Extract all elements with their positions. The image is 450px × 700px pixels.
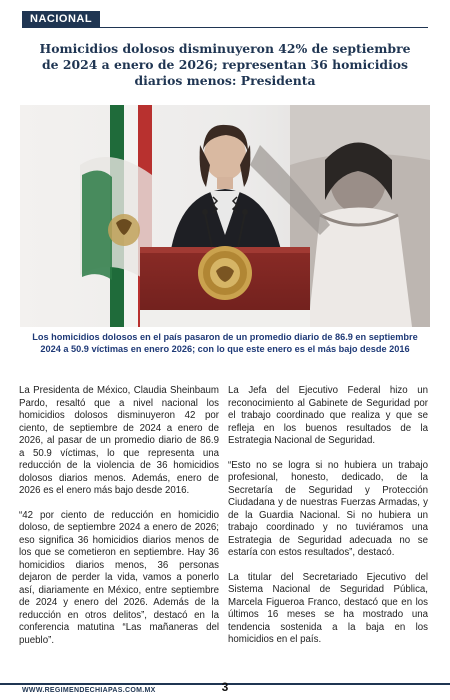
page-number: 3: [221, 680, 229, 694]
photo-caption: Los homicidios dolosos en el país pasaron de un promedio diario de 86.9 en septiembre 2024 a 50.9 víctimas en enero 2026; con lo que este enero es el más bajo desde 2016: [32, 332, 418, 354]
paragraph: “42 por ciento de reducción en homicidio doloso, de septiembre 2024 a enero de 2026; eso significa 36 homicidios diarios menos de los que se cometieron en septiembre. Hay 36 homicidios diarios menos, 36 personas dejaron de perder la vida, vamos a ponerlo así, diariamente en México, entre septiembre de 2024 y enero del 2026. Además de la reducción en otros delitos”, destacó en la conferencia matutina “Las mañaneras del pueblo”.: [19, 509, 219, 646]
paragraph: La titular del Secretariado Ejecutivo del Sistema Nacional de Seguridad Pública, Marcela Figueroa Franco, destacó que en los últimos 16 meses se ha mostrado una tendencia sostenida a la baja en los homicidios en el país.: [228, 571, 428, 645]
paragraph: La Jefa del Ejecutivo Federal hizo un reconocimiento al Gabinete de Seguridad por el trabajo coordinado que realiza y que se refleja en los buenos resultados de la Estrategia Nacional de Seguridad.: [228, 385, 428, 446]
section-rule: [22, 27, 428, 28]
headline: Homicidios dolosos disminuyeron 42% de septiembre de 2024 a enero de 2026; representan 36 homicidios diarios menos: Presidenta: [39, 41, 411, 88]
right-column: [228, 385, 428, 659]
paragraph: La Presidenta de México, Claudia Sheinbaum Pardo, resaltó que a nivel nacional los homicidios dolosos disminuyeron 42 por ciento, de septiembre de 2024 a enero de 2026, al pasar de un promedio diario de 86.9 a 50.9 víctimas, lo que representa una reducción de la violencia de 36 homicidios dolosos diarios menos. Además, enero de 2026 es el enero más bajo desde 2016.: [19, 385, 219, 496]
left-column: [19, 385, 219, 659]
footer-url[interactable]: WWW.REGIMENDECHIAPAS.COM.MX: [22, 687, 156, 694]
section-tag: NACIONAL: [22, 11, 100, 27]
press-conference-photo: [20, 105, 430, 327]
paragraph: “Esto no se logra si no hubiera un trabajo profesional, honesto, dedicado, de la Secretaría de Seguridad y Protección Ciudadana y de nuestras Fuerzas Armadas, y de la Guardia Nacional. Si no hubiera un trabajo coordinado y no tuviéramos una Estrategia de Seguridad adecuada no se estaría con estos resultados”, destacó.: [228, 459, 428, 558]
podium: [140, 246, 310, 327]
photo-illustration: [20, 105, 430, 327]
